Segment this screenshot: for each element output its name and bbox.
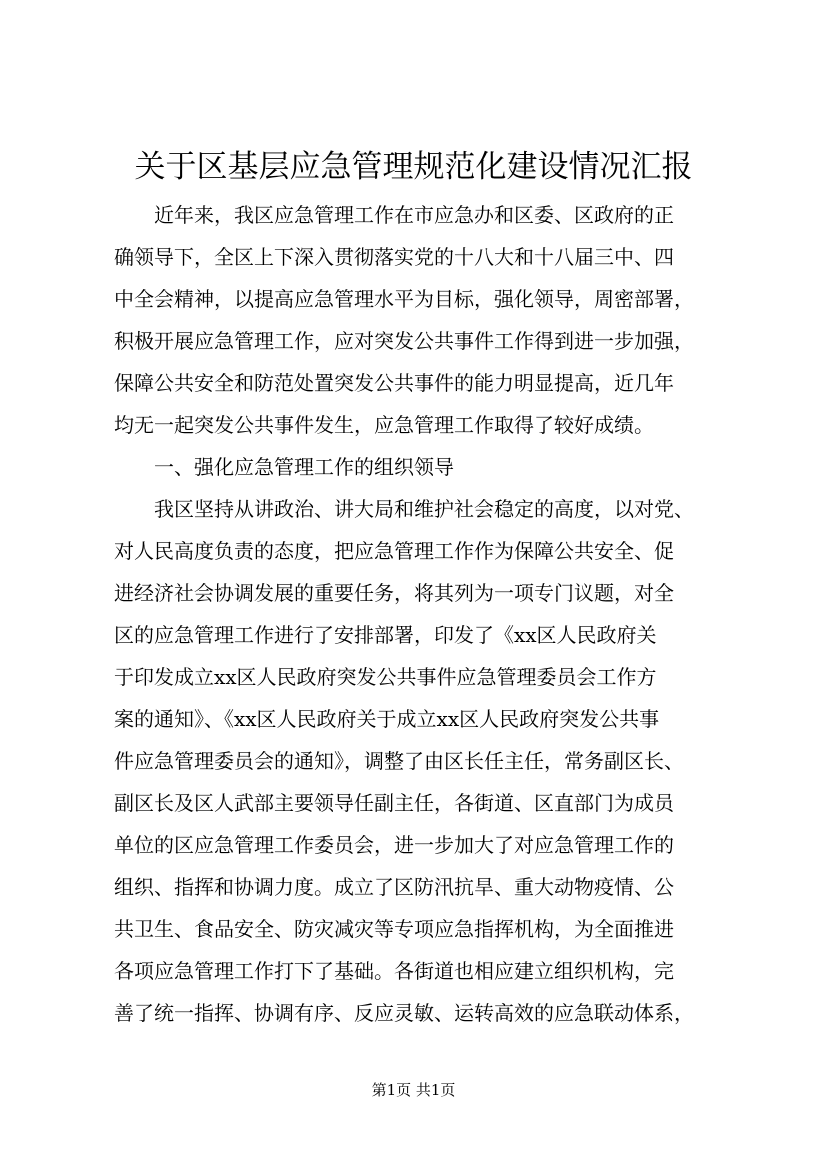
section-heading-1: 一、强化应急管理工作的组织领导 [154,455,454,479]
paragraph-2-line-1: 我区坚持从讲政治、讲大局和维护社会稳定的高度，以对党、 [154,497,694,521]
paragraph-2-line-5: 于印发成立xx区人民政府突发公共事件应急管理委员会工作方 [114,665,657,689]
paragraph-2-line-4: 区的应急管理工作进行了安排部署，印发了《xx区人民政府关 [114,623,657,647]
paragraph-1-line-4: 积极开展应急管理工作，应对突发公共事件工作得到进一步加强， [114,329,694,353]
paragraph-2-line-13: 善了统一指挥、协调有序、反应灵敏、运转高效的应急联动体系， [114,1001,694,1025]
paragraph-2-line-11: 共卫生、食品安全、防灾减灾等专项应急指挥机构，为全面推进 [114,917,674,941]
paragraph-2-line-9: 单位的区应急管理工作委员会，进一步加大了对应急管理工作的 [114,833,674,857]
paragraph-2-line-10: 组织、指挥和协调力度。成立了区防汛抗旱、重大动物疫情、公 [114,875,674,899]
document-body [114,194,714,1034]
document-title: 关于区基层应急管理规范化建设情况汇报 [134,149,693,185]
paragraph-1-line-2: 确领导下，全区上下深入贯彻落实党的十八大和十八届三中、四 [114,245,674,269]
paragraph-2-line-7: 件应急管理委员会的通知》，调整了由区长任主任，常务副区长、 [114,749,684,773]
paragraph-1-line-6: 均无一起突发公共事件发生，应急管理工作取得了较好成绩。 [114,413,654,437]
paragraph-1-line-3: 中全会精神，以提高应急管理水平为目标，强化领导，周密部署， [114,287,694,311]
paragraph-2-line-3: 进经济社会协调发展的重要任务，将其列为一项专门议题，对全 [114,581,674,605]
paragraph-2-line-2: 对人民高度负责的态度，把应急管理工作作为保障公共安全、促 [114,539,674,563]
page-footer: 第1页 共1页 [371,1081,456,1099]
paragraph-1-line-1: 近年来，我区应急管理工作在市应急办和区委、区政府的正 [154,203,674,227]
paragraph-1-line-5: 保障公共安全和防范处置突发公共事件的能力明显提高，近几年 [114,371,674,395]
paragraph-2-line-6: 案的通知》、《xx区人民政府关于成立xx区人民政府突发公共事 [114,707,660,731]
paragraph-2-line-8: 副区长及区人武部主要领导任副主任，各街道、区直部门为成员 [114,791,674,815]
paragraph-2-line-12: 各项应急管理工作打下了基础。各街道也相应建立组织机构，完 [114,959,674,983]
